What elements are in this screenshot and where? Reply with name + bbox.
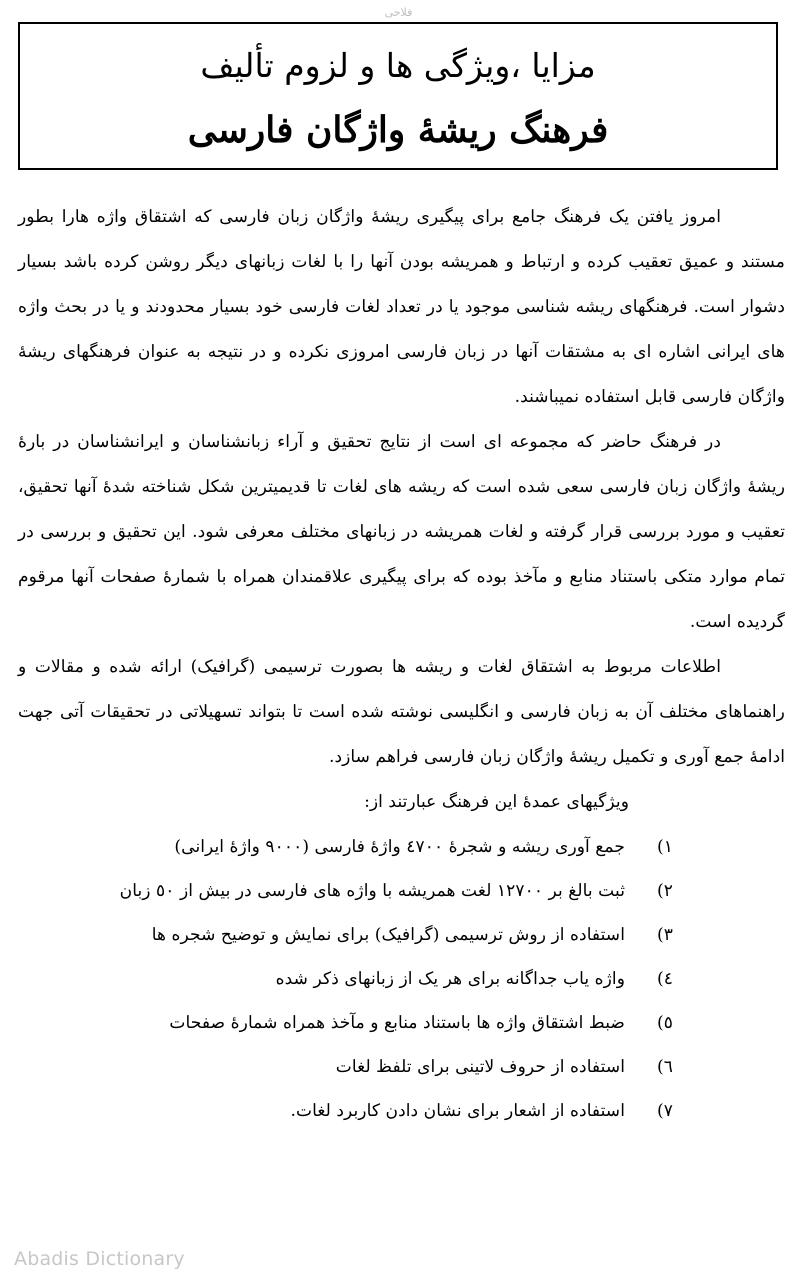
site-watermark: Abadis Dictionary bbox=[14, 1248, 185, 1270]
list-item-text: استفاده از حروف لاتینی برای تلفظ لغات bbox=[335, 1057, 625, 1077]
paragraph-graphics: اطلاعات مربوط به اشتقاق لغات و ریشه ها بصورت ترسیمی (گرافیک) ارائه شده و مقالات و راهنماهای مختلف آن به زبان فارسی و انگلیسی نوشته شده است تا بتواند تسهیلاتی در تحقیقات آتی جهت ادامهٔ جمع آوری و تکمیل ریشهٔ واژگان زبان فارسی فراهم سازد. bbox=[18, 657, 785, 767]
top-watermark: فلاحی bbox=[384, 6, 413, 19]
list-item-text: استفاده از روش ترسیمی (گرافیک) برای نمایش و توضیح شجره ها bbox=[151, 925, 625, 945]
list-item-number: ٥) bbox=[657, 1013, 673, 1033]
list-item-text: استفاده از اشعار برای نشان دادن کاربرد لغات. bbox=[290, 1101, 625, 1121]
list-item-number: ٤) bbox=[657, 969, 673, 989]
features-intro: ویژگیهای عمدهٔ این فرهنگ عبارتند از: bbox=[364, 792, 629, 812]
list-item bbox=[18, 1089, 673, 1133]
list-item-text: جمع آوری ریشه و شجرهٔ ٤٧٠٠ واژهٔ فارسی (٩٠٠٠ واژهٔ ایرانی) bbox=[174, 837, 625, 857]
list-item-text: واژه یاب جداگانه برای هر یک از زبانهای ذکر شده bbox=[275, 969, 625, 989]
list-item bbox=[18, 1045, 673, 1089]
list-item bbox=[18, 957, 673, 1001]
list-item bbox=[18, 869, 673, 913]
features-list bbox=[18, 825, 785, 1133]
list-item-number: ۳) bbox=[657, 925, 673, 945]
paragraph-intro: امروز یافتن یک فرهنگ جامع برای پیگیری ریشهٔ واژگان زبان فارسی که اشتقاق واژه هارا بطور مستند و عمیق تعقیب کرده و ارتباط و همریشه بودن آنها را با لغات زبانهای دیگر روشن کرده باشد بسیار دشوار است. فرهنگهای ریشه شناسی موجود یا در تعداد لغات فارسی خود بسیار محدودند و یا در بحث واژه های ایرانی اشاره ای به مشتقات آنها در زبان فارسی امروزی نکرده و در نتیجه به عنوان فرهنگهای ریشهٔ واژگان فارسی قابل استفاده نمیباشند. bbox=[18, 207, 785, 407]
list-item-text: ضبط اشتقاق واژه ها باستناد منابع و مآخذ همراه شمارهٔ صفحات bbox=[169, 1013, 625, 1033]
title-subheading: مزایا ،ویژگی ها و لزوم تألیف bbox=[200, 46, 596, 85]
list-item-number: ۲) bbox=[657, 881, 673, 901]
paragraph-current-dictionary: در فرهنگ حاضر که مجموعه ای است از نتایج تحقیق و آراء زبانشناسان و ایرانشناسان در بارهٔ ریشهٔ واژگان زبان فارسی سعی شده است که ریشه های لغات تا قدیمیترین شکل شناخته شدهٔ آنها تحقیق، تعقیب و مورد بررسی قرار گرفته و لغات همریشه در زبانهای مختلف معرفی شود. این تحقیق و بررسی در تمام موارد متکی باستناد منابع و مآخذ بوده که برای پیگیری علاقمندان همراه با شمارهٔ صفحات آنها مرقوم گردیده است. bbox=[18, 432, 785, 632]
list-item-number: ۱) bbox=[657, 837, 673, 857]
list-item bbox=[18, 1001, 673, 1045]
list-item-text: ثبت بالغ بر ١٢٧٠٠ لغت همریشه با واژه های فارسی در بیش از ٥٠ زبان bbox=[119, 881, 625, 901]
page-title: فرهنگ ریشهٔ واژگان فارسی bbox=[187, 109, 609, 151]
article-body bbox=[18, 195, 785, 1133]
list-item bbox=[18, 825, 673, 869]
title-box bbox=[18, 22, 778, 170]
list-item-number: ٧) bbox=[657, 1101, 673, 1121]
list-item-number: ٦) bbox=[657, 1057, 673, 1077]
list-item bbox=[18, 913, 673, 957]
